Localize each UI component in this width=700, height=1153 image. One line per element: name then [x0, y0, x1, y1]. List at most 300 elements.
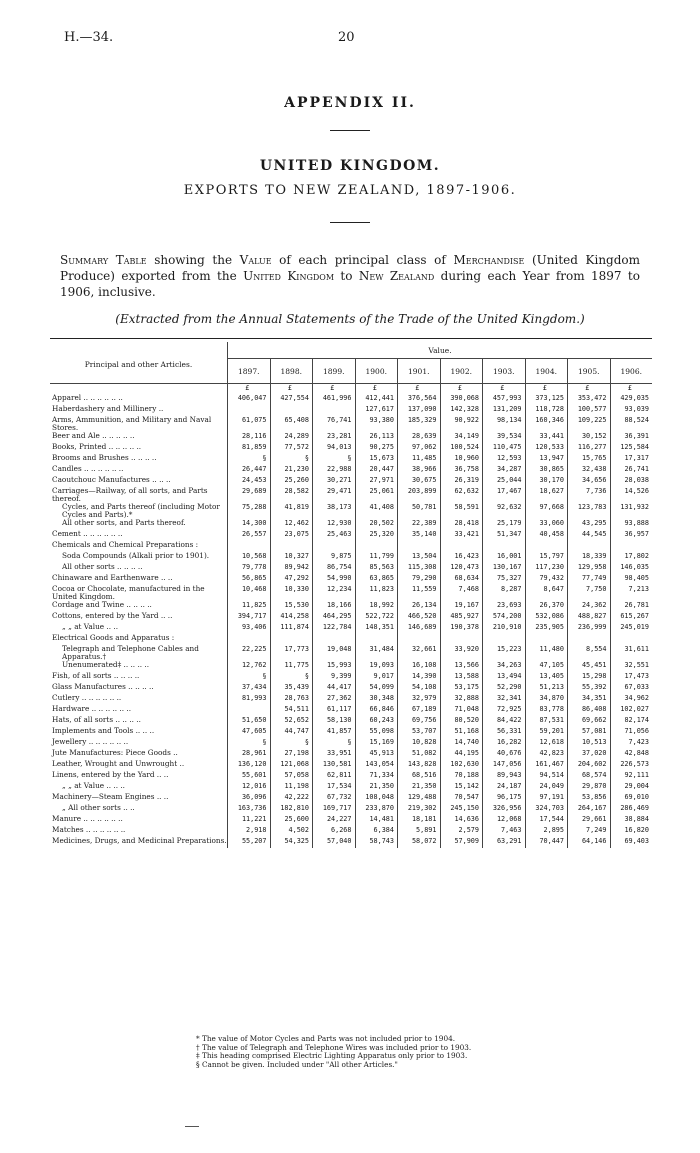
value-cell: 146,035: [610, 563, 652, 574]
value-cell: 12,068: [483, 815, 526, 826]
value-cell: 117,230: [525, 563, 568, 574]
value-cell: 51,347: [483, 530, 526, 541]
article-label: Cutlery .. .. .. .. .. ..: [52, 693, 122, 702]
unit-cell: £: [610, 384, 652, 395]
value-cell: 61,117: [313, 705, 356, 716]
value-cell: 8,647: [525, 585, 568, 601]
value-cell: 13,947: [525, 454, 568, 465]
year-header: 1905.: [568, 359, 611, 384]
value-cell: 65,408: [270, 416, 313, 432]
value-cell: 123,783: [568, 503, 611, 519]
value-cell: 44,195: [440, 749, 483, 760]
value-cell: [228, 405, 271, 416]
value-cell: 55,601: [228, 771, 271, 782]
value-cell: 131,209: [483, 405, 526, 416]
value-cell: 34,656: [568, 476, 611, 487]
value-cell: [398, 541, 441, 552]
value-cell: 44,417: [313, 683, 356, 694]
value-cell: 58,743: [355, 837, 398, 848]
article-label: Soda Compounds (Alkali prior to 1901).: [62, 551, 210, 560]
summary-description: Summary Table showing the Value of each principal class of Merchandise (United Kingdom Produce) exported from the United Kingdom to New Zealand during each Year from 1897 to 1906, inclusive.: [60, 253, 641, 299]
article-label: Fish, of all sorts .. .. .. ..: [52, 671, 140, 680]
value-cell: 353,472: [568, 394, 611, 405]
value-cell: 47,605: [228, 727, 271, 738]
value-cell: 245,150: [440, 804, 483, 815]
value-cell: 36,758: [440, 465, 483, 476]
unit-cell: £: [313, 384, 356, 395]
value-cell: 81,993: [228, 694, 271, 705]
value-cell: [355, 541, 398, 552]
value-cell: 34,870: [525, 694, 568, 705]
table-row: [50, 683, 652, 694]
year-header: 1899.: [313, 359, 356, 384]
value-cell: 11,823: [355, 585, 398, 601]
value-cell: 92,632: [483, 503, 526, 519]
value-cell: 15,673: [355, 454, 398, 465]
value-cell: 17,317: [610, 454, 652, 465]
value-cell: 60,243: [355, 716, 398, 727]
value-cell: 80,520: [440, 716, 483, 727]
value-cell: 14,636: [440, 815, 483, 826]
value-cell: 18,627: [525, 487, 568, 503]
year-header: 1897.: [228, 359, 271, 384]
value-cell: 29,689: [228, 487, 271, 503]
value-cell: 15,765: [568, 454, 611, 465]
value-cell: 5,891: [398, 826, 441, 837]
value-cell: 51,213: [525, 683, 568, 694]
article-label: Cycles, and Parts thereof (including Motor Cycles and Parts).*: [62, 502, 220, 519]
value-cell: 57,040: [313, 837, 356, 848]
value-cell: 45,451: [568, 661, 611, 672]
value-cell: 37,434: [228, 683, 271, 694]
value-cell: 16,820: [610, 826, 652, 837]
article-label: Cottons, entered by the Yard .. ..: [52, 611, 173, 620]
value-cell: 23,075: [270, 530, 313, 541]
value-cell: 13,566: [440, 661, 483, 672]
value-cell: 100,524: [440, 443, 483, 454]
value-cell: 26,741: [610, 465, 652, 476]
value-cell: 25,463: [313, 530, 356, 541]
year-header: 1903.: [483, 359, 526, 384]
article-label: Matches .. .. .. .. .. ..: [52, 825, 126, 834]
value-cell: [610, 634, 652, 645]
article-label: Caoutchouc Manufactures .. .. ..: [52, 475, 171, 484]
footnote: † The value of Telegraph and Telephone Wires was included prior to 1903.: [196, 1042, 472, 1052]
value-cell: 226,573: [610, 760, 652, 771]
value-cell: 24,453: [228, 476, 271, 487]
value-cell: 59,201: [525, 727, 568, 738]
value-cell: 36,391: [610, 432, 652, 443]
value-cell: 14,390: [398, 672, 441, 683]
value-cell: 43,295: [568, 519, 611, 530]
value-cell: 54,099: [355, 683, 398, 694]
value-cell: 14,300: [228, 519, 271, 530]
footnote: § Cannot be given. Included under "All other Articles.": [196, 1059, 398, 1069]
value-cell: 32,888: [440, 694, 483, 705]
value-cell: 24,187: [483, 782, 526, 793]
value-cell: 42,848: [610, 749, 652, 760]
value-cell: 68,634: [440, 574, 483, 585]
value-cell: §: [270, 738, 313, 749]
value-cell: 143,828: [398, 760, 441, 771]
value-cell: 2,579: [440, 826, 483, 837]
value-cell: [398, 634, 441, 645]
value-cell: 35,439: [270, 683, 313, 694]
table-row: [50, 487, 652, 503]
exports-subtitle: EXPORTS TO NEW ZEALAND, 1897-1906.: [183, 183, 517, 198]
unit-cell: £: [440, 384, 483, 395]
value-cell: 190,378: [440, 623, 483, 634]
appendix-title: APPENDIX II.: [284, 95, 416, 111]
value-cell: 33,951: [313, 749, 356, 760]
value-cell: 10,828: [398, 738, 441, 749]
value-cell: 90,922: [440, 416, 483, 432]
article-label: Apparel .. .. .. .. .. ..: [52, 393, 123, 402]
footnotes: [196, 1035, 471, 1069]
article-label: Arms, Ammunition, and Military and Naval Stores.: [52, 415, 212, 432]
value-cell: 68,574: [568, 771, 611, 782]
value-cell: 53,856: [568, 793, 611, 804]
value-cell: 15,530: [270, 601, 313, 612]
value-cell: 19,093: [355, 661, 398, 672]
value-cell: [568, 541, 611, 552]
value-cell: 23,693: [483, 601, 526, 612]
value-cell: 55,098: [355, 727, 398, 738]
value-cell: §: [270, 672, 313, 683]
value-cell: 32,438: [568, 465, 611, 476]
value-cell: 18,339: [568, 552, 611, 563]
value-cell: 122,784: [313, 623, 356, 634]
value-cell: [313, 634, 356, 645]
value-cell: 17,544: [525, 815, 568, 826]
value-cell: 15,993: [313, 661, 356, 672]
value-cell: [355, 634, 398, 645]
article-label: Machinery—Steam Engines .. ..: [52, 792, 169, 801]
value-cell: 41,857: [313, 727, 356, 738]
value-cell: 160,346: [525, 416, 568, 432]
value-cell: 28,961: [228, 749, 271, 760]
value-cell: 29,004: [610, 782, 652, 793]
article-label: All other sorts, and Parts thereof.: [62, 518, 186, 527]
value-cell: 169,717: [313, 804, 356, 815]
value-cell: 39,534: [483, 432, 526, 443]
value-cell: 2,918: [228, 826, 271, 837]
value-cell: 25,044: [483, 476, 526, 487]
value-cell: 26,447: [228, 465, 271, 476]
value-cell: 75,327: [483, 574, 526, 585]
value-cell: 47,292: [270, 574, 313, 585]
table-row: [50, 519, 652, 530]
value-cell: 67,189: [398, 705, 441, 716]
article-label: Carriages—Railway, of all sorts, and Parts thereof.: [52, 486, 208, 503]
value-cell: 77,749: [568, 574, 611, 585]
value-cell: 11,825: [228, 601, 271, 612]
table-row: [50, 503, 652, 519]
value-cell: 102,027: [610, 705, 652, 716]
unit-cell: £: [398, 384, 441, 395]
value-cell: 219,302: [398, 804, 441, 815]
value-cell: 11,799: [355, 552, 398, 563]
value-cell: 36,096: [228, 793, 271, 804]
value-cell: 9,017: [355, 672, 398, 683]
value-cell: 13,588: [440, 672, 483, 683]
value-cell: 92,111: [610, 771, 652, 782]
article-label: Linens, entered by the Yard .. ..: [52, 770, 169, 779]
value-cell: 56,331: [483, 727, 526, 738]
value-cell: 57,058: [270, 771, 313, 782]
value-cell: 29,471: [313, 487, 356, 503]
value-cell: 41,408: [355, 503, 398, 519]
value-cell: 30,152: [568, 432, 611, 443]
value-cell: 12,762: [228, 661, 271, 672]
value-cell: 54,990: [313, 574, 356, 585]
value-cell: 70,188: [440, 771, 483, 782]
value-cell: 108,048: [355, 793, 398, 804]
value-cell: 427,554: [270, 394, 313, 405]
table-top-rule: [50, 338, 652, 339]
value-cell: [313, 405, 356, 416]
value-cell: 7,213: [610, 585, 652, 601]
value-cell: 34,287: [483, 465, 526, 476]
value-cell: 20,447: [355, 465, 398, 476]
value-cell: 52,652: [270, 716, 313, 727]
value-cell: 130,581: [313, 760, 356, 771]
article-label: Hats, of all sorts .. .. .. ..: [52, 715, 141, 724]
value-cell: 111,874: [270, 623, 313, 634]
value-cell: 2,895: [525, 826, 568, 837]
value-cell: 93,406: [228, 623, 271, 634]
value-cell: 85,563: [355, 563, 398, 574]
year-header: 1902.: [440, 359, 483, 384]
value-cell: 28,116: [228, 432, 271, 443]
unit-cell: £: [228, 384, 271, 395]
value-cell: 52,290: [483, 683, 526, 694]
value-cell: 24,049: [525, 782, 568, 793]
table-row: [50, 661, 652, 672]
value-cell: 10,568: [228, 552, 271, 563]
value-cell: 7,468: [440, 585, 483, 601]
value-cell: 32,979: [398, 694, 441, 705]
table-row: [50, 585, 652, 601]
value-cell: 27,198: [270, 749, 313, 760]
country-title: UNITED KINGDOM.: [259, 158, 441, 174]
value-cell: 233,870: [355, 804, 398, 815]
value-cell: 89,942: [270, 563, 313, 574]
article-label: „ „ at Value .. ..: [62, 622, 119, 631]
value-cell: 64,146: [568, 837, 611, 848]
value-cell: 22,988: [313, 465, 356, 476]
value-cell: 27,971: [355, 476, 398, 487]
value-cell: 146,689: [398, 623, 441, 634]
value-cell: 97,668: [525, 503, 568, 519]
value-cell: 414,258: [270, 612, 313, 623]
value-cell: 33,441: [525, 432, 568, 443]
value-cell: 86,754: [313, 563, 356, 574]
value-cell: [228, 705, 271, 716]
article-label: Haberdashery and Millinery ..: [52, 404, 164, 413]
value-cell: 20,502: [355, 519, 398, 530]
value-cell: 21,350: [398, 782, 441, 793]
article-label: Medicines, Drugs, and Medicinal Preparations.: [52, 836, 227, 845]
value-cell: 10,468: [228, 585, 271, 601]
bottom-rule: [185, 1126, 199, 1127]
value-cell: 17,467: [483, 487, 526, 503]
value-column-header: Value.: [228, 342, 653, 359]
value-cell: 10,327: [270, 552, 313, 563]
year-header: 1898.: [270, 359, 313, 384]
year-header: 1904.: [525, 359, 568, 384]
value-cell: [525, 634, 568, 645]
value-cell: 17,473: [610, 672, 652, 683]
value-cell: 54,325: [270, 837, 313, 848]
value-cell: 70,447: [525, 837, 568, 848]
value-cell: 33,920: [440, 645, 483, 661]
value-cell: 143,054: [355, 760, 398, 771]
exports-table: [50, 342, 652, 848]
value-cell: 245,019: [610, 623, 652, 634]
value-cell: 10,513: [568, 738, 611, 749]
value-cell: 71,056: [610, 727, 652, 738]
value-cell: 137,090: [398, 405, 441, 416]
value-cell: 11,221: [228, 815, 271, 826]
value-cell: 63,291: [483, 837, 526, 848]
value-cell: 25,260: [270, 476, 313, 487]
value-cell: 68,516: [398, 771, 441, 782]
value-cell: 11,559: [398, 585, 441, 601]
value-cell: 100,577: [568, 405, 611, 416]
value-cell: 286,469: [610, 804, 652, 815]
value-cell: 24,227: [313, 815, 356, 826]
value-cell: 47,105: [525, 661, 568, 672]
value-cell: 15,223: [483, 645, 526, 661]
value-cell: 54,511: [270, 705, 313, 716]
unit-cell: £: [270, 384, 313, 395]
value-cell: 127,617: [355, 405, 398, 416]
article-label: Cordage and Twine .. .. .. ..: [52, 600, 152, 609]
value-cell: [483, 634, 526, 645]
value-cell: 98,405: [610, 574, 652, 585]
value-cell: 118,728: [525, 405, 568, 416]
value-cell: 63,865: [355, 574, 398, 585]
value-cell: 57,909: [440, 837, 483, 848]
value-cell: 53,707: [398, 727, 441, 738]
value-cell: 32,551: [610, 661, 652, 672]
table-row: [50, 612, 652, 623]
value-cell: 376,564: [398, 394, 441, 405]
value-cell: 18,992: [355, 601, 398, 612]
value-cell: 82,174: [610, 716, 652, 727]
value-cell: 71,048: [440, 705, 483, 716]
value-cell: 41,819: [270, 503, 313, 519]
value-cell: 35,140: [398, 530, 441, 541]
value-cell: 93,039: [610, 405, 652, 416]
page-number: 20: [338, 30, 355, 45]
value-cell: 115,308: [398, 563, 441, 574]
value-cell: 22,389: [398, 519, 441, 530]
unit-cell: £: [483, 384, 526, 395]
value-cell: 28,038: [610, 476, 652, 487]
value-cell: 33,060: [525, 519, 568, 530]
table-row: [50, 727, 652, 738]
value-cell: 32,341: [483, 694, 526, 705]
value-cell: 25,320: [355, 530, 398, 541]
table-row: [50, 837, 652, 848]
value-cell: 30,170: [525, 476, 568, 487]
value-cell: 129,488: [398, 793, 441, 804]
value-cell: 6,384: [355, 826, 398, 837]
value-cell: 13,504: [398, 552, 441, 563]
value-cell: 51,082: [398, 749, 441, 760]
value-cell: 28,418: [440, 519, 483, 530]
value-cell: §: [228, 454, 271, 465]
table-row: [50, 694, 652, 705]
value-cell: 235,905: [525, 623, 568, 634]
value-cell: 42,823: [525, 749, 568, 760]
article-label: Glass Manufactures .. .. .. ..: [52, 682, 154, 691]
value-cell: 77,572: [270, 443, 313, 454]
value-cell: 25,179: [483, 519, 526, 530]
value-cell: 131,932: [610, 503, 652, 519]
value-cell: 44,747: [270, 727, 313, 738]
value-cell: 574,200: [483, 612, 526, 623]
value-cell: 390,068: [440, 394, 483, 405]
value-cell: 79,778: [228, 563, 271, 574]
value-cell: 25,600: [270, 815, 313, 826]
value-cell: 464,295: [313, 612, 356, 623]
value-cell: 34,962: [610, 694, 652, 705]
value-cell: 11,775: [270, 661, 313, 672]
value-cell: 14,526: [610, 487, 652, 503]
value-cell: 16,108: [398, 661, 441, 672]
year-header: 1906.: [610, 359, 652, 384]
value-cell: 21,350: [355, 782, 398, 793]
article-label: „ All other sorts .. ..: [62, 803, 135, 812]
value-cell: 56,865: [228, 574, 271, 585]
value-cell: 96,175: [483, 793, 526, 804]
value-cell: 18,166: [313, 601, 356, 612]
value-cell: 8,554: [568, 645, 611, 661]
value-cell: 488,827: [568, 612, 611, 623]
value-cell: 30,348: [355, 694, 398, 705]
value-cell: [228, 541, 271, 552]
value-cell: §: [313, 454, 356, 465]
article-label: Electrical Goods and Apparatus :: [52, 633, 175, 642]
value-cell: 14,481: [355, 815, 398, 826]
value-cell: 45,913: [355, 749, 398, 760]
article-label: Candles .. .. .. .. .. ..: [52, 464, 124, 473]
value-cell: 40,458: [525, 530, 568, 541]
value-cell: 15,169: [355, 738, 398, 749]
value-cell: 58,130: [313, 716, 356, 727]
value-cell: 21,230: [270, 465, 313, 476]
value-cell: 62,811: [313, 771, 356, 782]
value-cell: 79,290: [398, 574, 441, 585]
value-cell: 13,494: [483, 672, 526, 683]
table-row: [50, 771, 652, 782]
value-cell: §: [228, 738, 271, 749]
value-cell: 7,463: [483, 826, 526, 837]
value-cell: 12,234: [313, 585, 356, 601]
value-cell: 37,020: [568, 749, 611, 760]
value-cell: 110,475: [483, 443, 526, 454]
value-cell: 12,930: [313, 519, 356, 530]
value-cell: 120,533: [525, 443, 568, 454]
value-cell: 12,593: [483, 454, 526, 465]
value-cell: §: [270, 454, 313, 465]
value-cell: 11,485: [398, 454, 441, 465]
value-cell: 38,966: [398, 465, 441, 476]
value-cell: 58,591: [440, 503, 483, 519]
